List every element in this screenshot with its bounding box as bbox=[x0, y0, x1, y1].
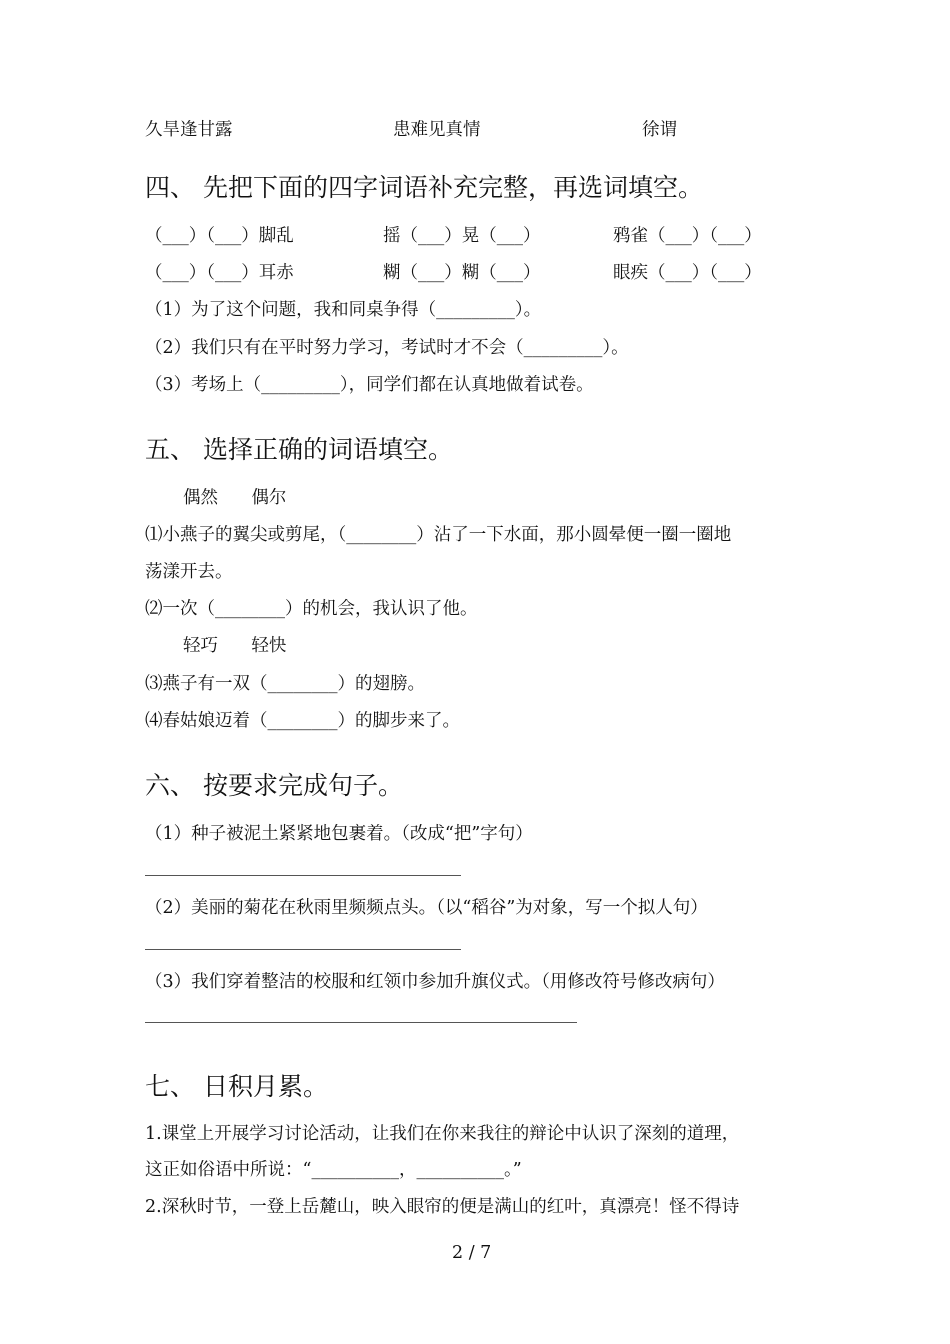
section-6-question-2: （2）美丽的菊花在秋雨里频频点头。（以“稻谷”为对象，写一个拟人句） bbox=[145, 898, 708, 918]
word-blank-5: 糊（___）糊（___） bbox=[383, 263, 541, 283]
word-blank-3: 鸦雀（___）（___） bbox=[613, 226, 762, 246]
section-5-question-1-cont: 荡漾开去。 bbox=[145, 562, 233, 582]
word-choices-2: 轻巧 轻快 bbox=[183, 636, 287, 656]
answer-line-2 bbox=[145, 949, 461, 950]
section-4-question-1: （1）为了这个问题，我和同桌争得（_________）。 bbox=[145, 300, 542, 320]
section-6-question-3: （3）我们穿着整洁的校服和红领巾参加升旗仪式。（用修改符号修改病句） bbox=[145, 972, 725, 992]
idiom-item-2: 患难见真情 bbox=[393, 120, 481, 140]
section-5-heading: 五、 选择正确的词语填空。 bbox=[145, 435, 453, 464]
word-blank-2: 摇（___）晃（___） bbox=[383, 226, 541, 246]
section-7-question-2: 2.深秋时节，一登上岳麓山，映入眼帘的便是满山的红叶，真漂亮！怪不得诗 bbox=[145, 1197, 740, 1217]
section-5-question-4: ⑷春姑娘迈着（________）的脚步来了。 bbox=[145, 711, 460, 731]
word-blank-6: 眼疾（___）（___） bbox=[613, 263, 762, 283]
answer-line-3 bbox=[145, 1022, 577, 1023]
section-5-question-2: ⑵一次（________）的机会，我认识了他。 bbox=[145, 599, 478, 619]
section-7-question-1: 1.课堂上开展学习讨论活动，让我们在你来我往的辩论中认识了深刻的道理， bbox=[145, 1124, 740, 1144]
idiom-item-1: 久旱逢甘露 bbox=[145, 120, 233, 140]
section-4-question-2: （2）我们只有在平时努力学习，考试时才不会（_________）。 bbox=[145, 338, 629, 358]
word-choices-1: 偶然 偶尔 bbox=[183, 488, 287, 508]
word-blank-4: （___）（___）耳赤 bbox=[145, 263, 294, 283]
section-6-question-1: （1）种子被泥土紧紧地包裹着。（改成“把”字句） bbox=[145, 824, 533, 844]
section-4-heading: 四、 先把下面的四字词语补充完整，再选词填空。 bbox=[145, 173, 703, 202]
word-blank-1: （___）（___）脚乱 bbox=[145, 226, 294, 246]
section-7-heading: 七、 日积月累。 bbox=[145, 1072, 328, 1101]
section-4-question-3: （3）考场上（_________），同学们都在认真地做着试卷。 bbox=[145, 375, 594, 395]
section-5-question-3: ⑶燕子有一双（________）的翅膀。 bbox=[145, 674, 425, 694]
answer-line-1 bbox=[145, 875, 461, 876]
page-number: 2 / 7 bbox=[452, 1243, 492, 1263]
section-6-heading: 六、 按要求完成句子。 bbox=[145, 771, 403, 800]
section-5-question-1: ⑴小燕子的翼尖或剪尾，（________）沾了一下水面，那小圆晕便一圈一圈地 bbox=[145, 525, 732, 545]
section-7-question-1-cont: 这正如俗语中所说：“__________，__________。” bbox=[145, 1160, 522, 1180]
idiom-item-3: 徐谓 bbox=[642, 120, 677, 140]
